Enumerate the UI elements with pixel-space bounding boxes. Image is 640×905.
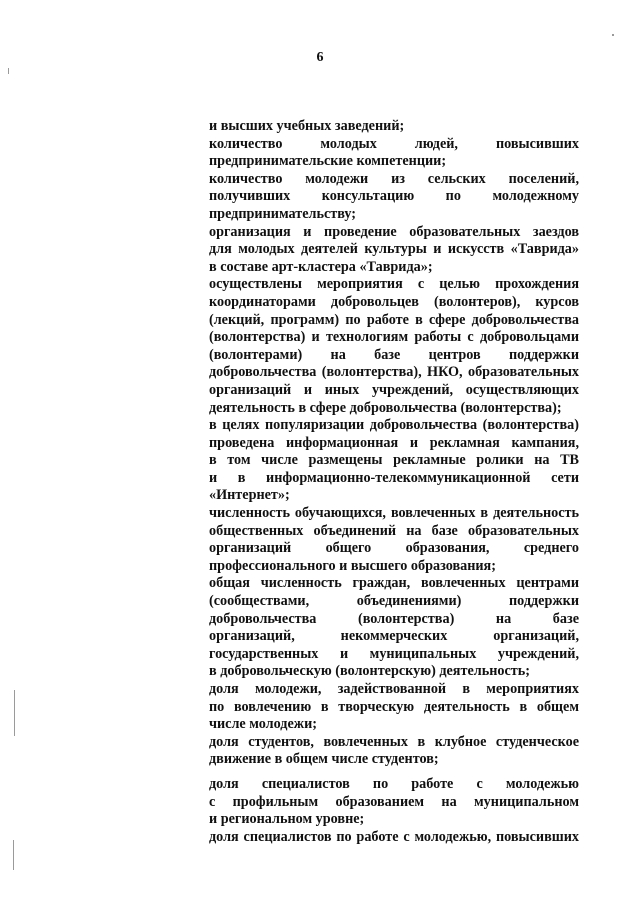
text-line: в составе арт-кластера «Таврида»; [209,258,433,275]
text-line: профессионального и высшего образования; [209,557,496,574]
text-line: организаций и иных учреждений, осуществляющих [209,381,579,398]
text-line: доля студентов, вовлеченных в клубное студенческое [209,733,579,750]
text-line: количество молодежи из сельских поселений, [209,170,579,187]
text-line: государственных и муниципальных учреждений, [209,645,579,662]
body-text [209,118,579,846]
text-line: осуществлены мероприятия с целью прохождения [209,276,579,293]
text-line: (лекций, программ) по работе в сфере добровольчества [209,311,579,328]
paragraph-gap [209,769,579,776]
text-line: предпринимательские компетенции; [209,153,447,170]
text-line: получивших консультацию по молодежному [209,188,579,205]
page-number: 6 [316,50,324,65]
text-line: (волонтерства) и технологиям работы с добровольцами [209,329,579,346]
text-line: организаций, некоммерческих организаций, [209,628,579,645]
text-line: с профильным образованием на муниципальном [209,793,579,810]
text-line: «Интернет»; [209,487,290,504]
text-line: по вовлечению в творческую деятельность в общем [209,698,579,715]
text-block-continued [209,776,579,846]
text-line: количество молодых людей, повысивших [209,135,579,152]
scan-mark [14,690,15,736]
text-line: проведена информационная и рекламная кампания, [209,434,579,451]
text-line: в целях популяризации добровольчества (волонтерства) [209,417,579,434]
text-line: в добровольческую (волонтерскую) деятельность; [209,663,530,680]
text-line: координаторами добровольцев (волонтеров), курсов [209,293,579,310]
text-line: численность обучающихся, вовлеченных в деятельность [209,505,579,522]
text-line: доля специалистов по работе с молодежью [209,775,579,792]
text-line: общественных объединений на базе образовательных [209,522,579,539]
text-line: для молодых деятелей культуры и искусств «Таврида» [209,241,579,258]
text-line: добровольчества (волонтерства), НКО, образовательных [209,364,579,381]
text-line: деятельность в сфере добровольчества (волонтерства); [209,399,562,416]
text-block-main [209,118,579,769]
text-line: и высших учебных заведений; [209,118,405,134]
text-line: и региональном уровне; [209,811,365,828]
text-line: добровольчества (волонтерства) на базе [209,610,579,627]
text-line: в том числе размещены рекламные ролики на ТВ [209,452,579,469]
text-line: предпринимательству; [209,205,357,222]
text-line: (волонтерами) на базе центров поддержки [209,346,579,363]
scan-mark [13,840,14,870]
scan-mark [8,68,9,74]
text-line: и в информационно-телекоммуникационной сети [209,469,579,486]
text-line: общая численность граждан, вовлеченных центрами [209,575,579,592]
text-line: организаций общего образования, среднего [209,540,579,557]
scan-mark [612,34,614,36]
text-line: доля молодежи, задействованной в мероприятиях [209,681,579,697]
text-line: доля специалистов по работе с молодежью, повысивших [209,828,579,845]
text-line: организация и проведение образовательных заездов [209,223,579,240]
text-line: (сообществами, объединениями) поддержки [209,593,579,610]
text-line: движение в общем числе студентов; [209,751,439,768]
text-line: числе молодежи; [209,716,317,733]
